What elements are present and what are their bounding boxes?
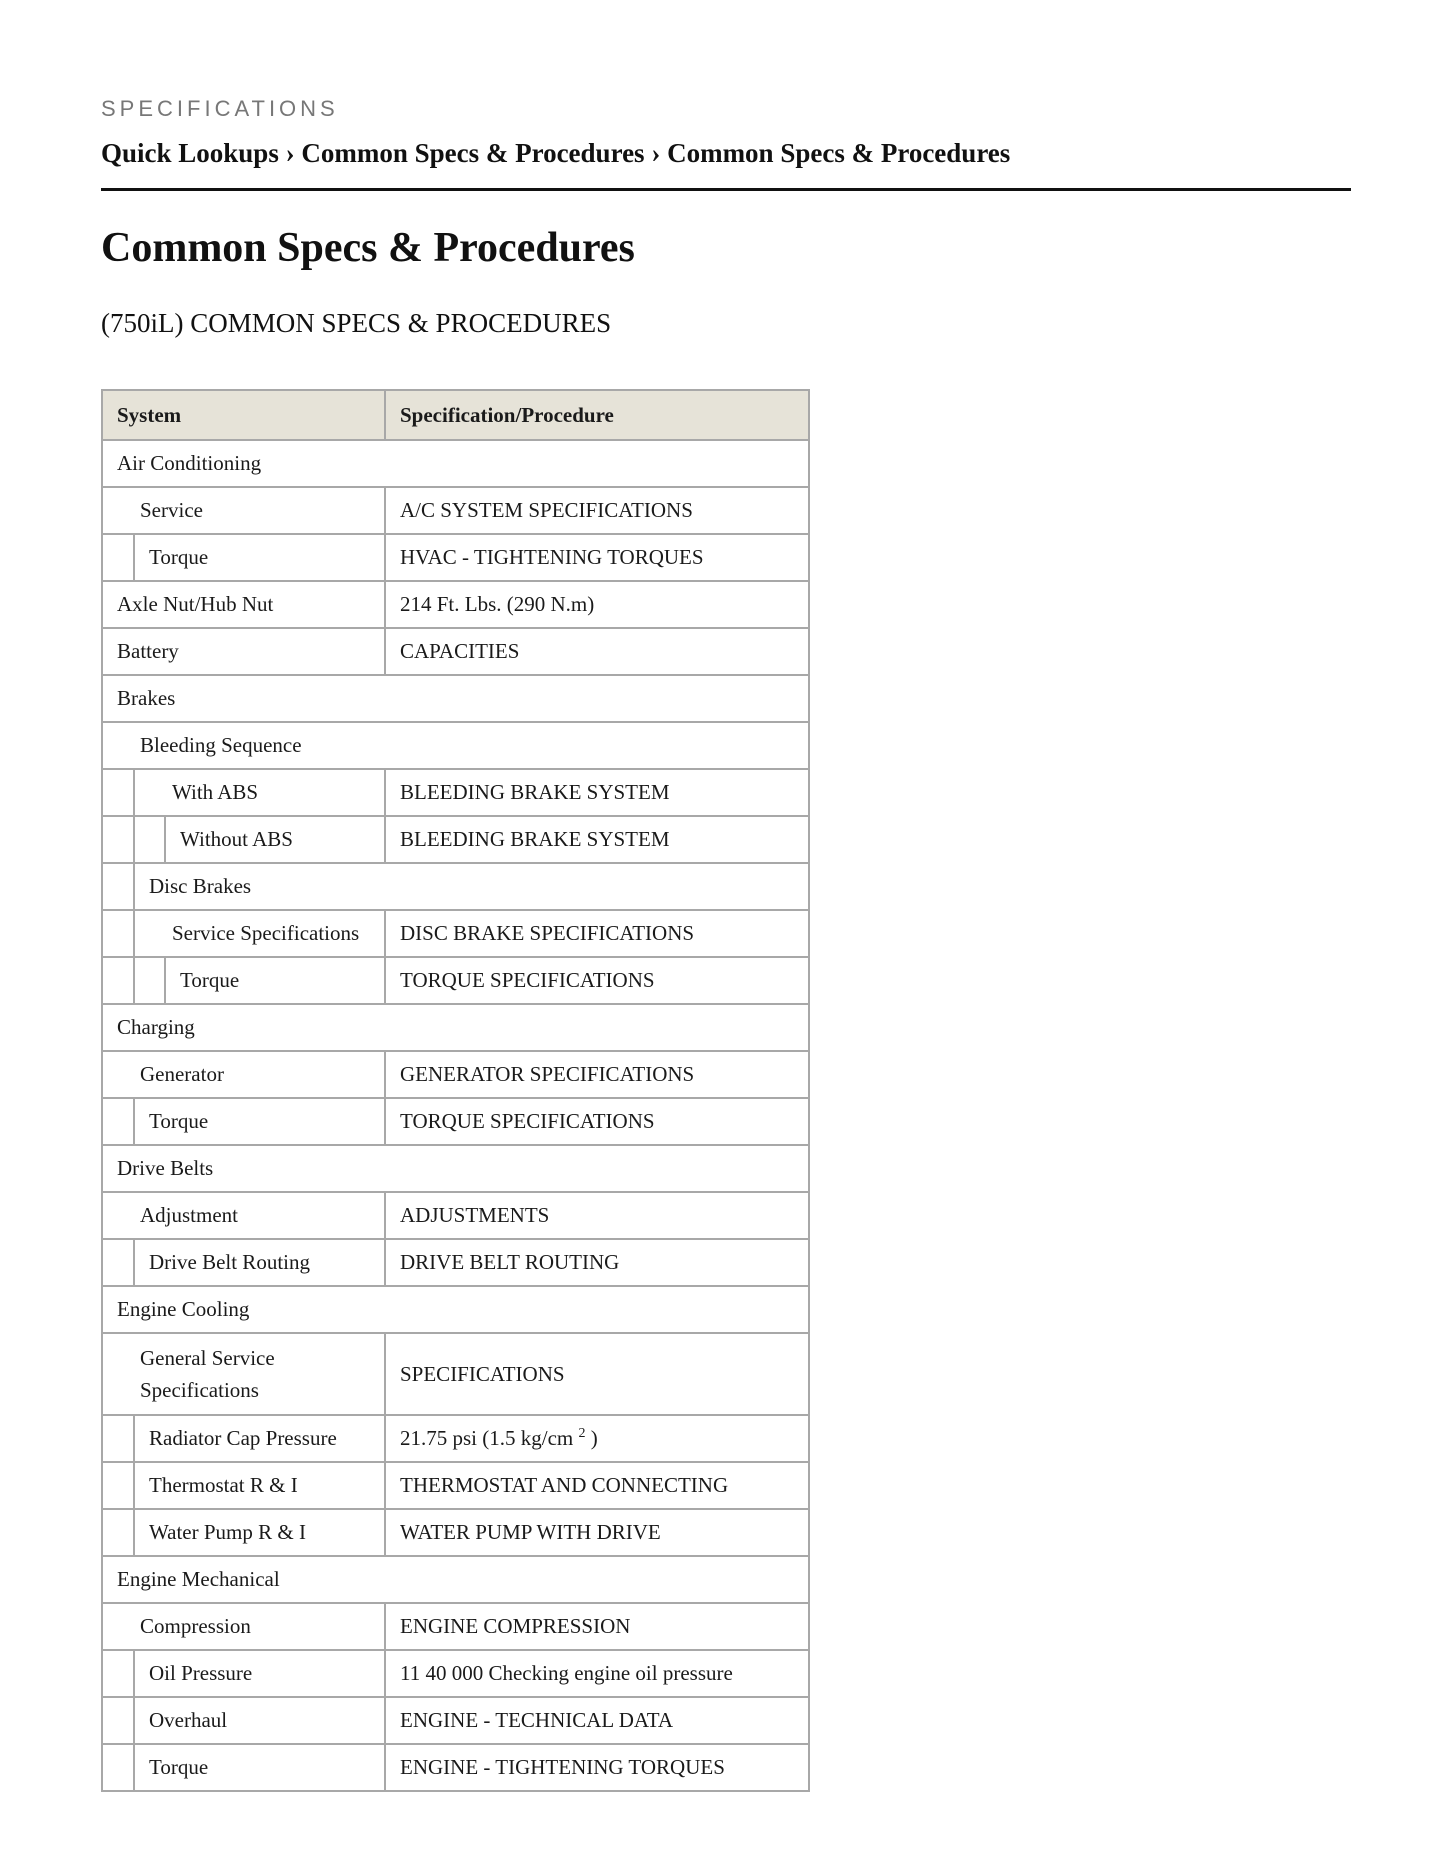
- system-cell: [102, 910, 385, 957]
- column-header-spec: Specification/Procedure: [385, 390, 809, 440]
- table-group-row: [102, 863, 809, 910]
- system-cell: [102, 1509, 385, 1556]
- indent-guide: [103, 1651, 135, 1696]
- system-cell: [102, 957, 385, 1004]
- indent-guide: [103, 1099, 135, 1144]
- system-label: Charging: [117, 1015, 195, 1039]
- table-group-row: [102, 1145, 809, 1192]
- system-cell: [102, 1192, 385, 1239]
- table-row: [102, 1744, 809, 1791]
- spec-text: A/C SYSTEM SPECIFICATIONS: [400, 498, 693, 522]
- table-group-row: [102, 1004, 809, 1051]
- system-label: Service Specifications: [172, 921, 360, 945]
- table-row: [102, 1697, 809, 1744]
- system-label: Overhaul: [149, 1708, 228, 1732]
- spec-link[interactable]: [385, 1650, 809, 1697]
- system-cell: [102, 628, 385, 675]
- system-cell: [102, 1415, 385, 1462]
- system-cell: [102, 1098, 385, 1145]
- system-label: Oil Pressure: [149, 1661, 253, 1685]
- spec-link[interactable]: [385, 487, 809, 534]
- table-row: [102, 1462, 809, 1509]
- spec-text: WATER PUMP WITH DRIVE: [400, 1520, 661, 1544]
- indent-guide: [103, 770, 135, 815]
- spec-text: THERMOSTAT AND CONNECTING: [400, 1473, 729, 1497]
- spec-link[interactable]: [385, 1744, 809, 1791]
- system-cell: [102, 769, 385, 816]
- spec-text: DRIVE BELT ROUTING: [400, 1250, 620, 1274]
- indent-guide: [103, 817, 135, 862]
- system-label: Water Pump R & I: [149, 1520, 306, 1544]
- indent-guide: [103, 535, 135, 580]
- system-label: Thermostat R & I: [149, 1473, 298, 1497]
- breadcrumb-item-common-specs[interactable]: Common Specs & Procedures: [301, 138, 645, 168]
- table-row: [102, 816, 809, 863]
- system-cell: [102, 1286, 809, 1333]
- spec-link[interactable]: [385, 628, 809, 675]
- system-cell: [102, 1462, 385, 1509]
- breadcrumb-item-current: Common Specs & Procedures: [667, 138, 1011, 168]
- table-row: [102, 1415, 809, 1462]
- spec-link[interactable]: [385, 1462, 809, 1509]
- indent-guide: [103, 1745, 135, 1790]
- table-row: [102, 1333, 809, 1415]
- table-row: [102, 769, 809, 816]
- system-cell: [102, 1650, 385, 1697]
- system-label: Torque: [149, 1109, 209, 1133]
- header-divider: [101, 188, 1351, 191]
- indent-guide: [135, 817, 166, 862]
- spec-text: GENERATOR SPECIFICATIONS: [400, 1062, 695, 1086]
- system-cell: [102, 1333, 385, 1415]
- table-row: [102, 1098, 809, 1145]
- table-group-row: [102, 722, 809, 769]
- system-cell: [102, 487, 385, 534]
- spec-link[interactable]: [385, 816, 809, 863]
- system-label: Axle Nut/Hub Nut: [117, 592, 274, 616]
- spec-text: DISC BRAKE SPECIFICATIONS: [400, 921, 695, 945]
- system-label: Bleeding Sequence: [140, 733, 302, 757]
- system-cell: [102, 1004, 809, 1051]
- spec-tail: ): [585, 1426, 598, 1450]
- table-row: [102, 1650, 809, 1697]
- spec-link[interactable]: [385, 1098, 809, 1145]
- table-row: [102, 1051, 809, 1098]
- table-row: [102, 1239, 809, 1286]
- indent-guide: [103, 1240, 135, 1285]
- system-cell: [102, 863, 809, 910]
- system-label: Engine Cooling: [117, 1297, 250, 1321]
- system-cell: [102, 1697, 385, 1744]
- table-group-row: [102, 1286, 809, 1333]
- spec-link[interactable]: [385, 1509, 809, 1556]
- indent-guide: [103, 1698, 135, 1743]
- spec-text: CAPACITIES: [400, 639, 520, 663]
- spec-superscript: 2: [578, 1426, 586, 1441]
- table-row: [102, 957, 809, 1004]
- table-group-row: [102, 440, 809, 487]
- system-cell: [102, 440, 809, 487]
- indent-guide: [103, 911, 135, 956]
- spec-text: ENGINE COMPRESSION: [400, 1614, 631, 1638]
- system-cell: [102, 1239, 385, 1286]
- spec-text: ADJUSTMENTS: [400, 1203, 550, 1227]
- system-label: Battery: [117, 639, 179, 663]
- system-cell: [102, 675, 809, 722]
- system-label: Engine Mechanical: [117, 1567, 280, 1591]
- system-cell: [102, 722, 809, 769]
- system-cell: [102, 1051, 385, 1098]
- system-cell: [102, 816, 385, 863]
- table-group-row: [102, 675, 809, 722]
- spec-text: TORQUE SPECIFICATIONS: [400, 1109, 655, 1133]
- breadcrumb-item-quick-lookups[interactable]: Quick Lookups: [101, 138, 279, 168]
- system-label: Drive Belts: [117, 1156, 214, 1180]
- spec-link[interactable]: [385, 534, 809, 581]
- indent-guide: [103, 958, 135, 1003]
- table-row: [102, 581, 809, 628]
- indent-guide: [103, 1416, 135, 1461]
- system-cell: [102, 1603, 385, 1650]
- spec-text: ENGINE - TIGHTENING TORQUES: [400, 1755, 725, 1779]
- system-cell: [102, 1744, 385, 1791]
- indent-guide: [135, 958, 166, 1003]
- system-label: Torque: [149, 545, 209, 569]
- breadcrumb-separator: ›: [644, 138, 668, 168]
- spec-link[interactable]: [385, 1192, 809, 1239]
- system-label: Without ABS: [180, 827, 293, 851]
- system-label: Air Conditioning: [117, 451, 262, 475]
- system-label: Adjustment: [140, 1203, 238, 1227]
- spec-link[interactable]: [385, 1051, 809, 1098]
- system-label: Radiator Cap Pressure: [149, 1426, 337, 1450]
- system-label: Compression: [140, 1614, 251, 1638]
- system-cell: [102, 534, 385, 581]
- table-row: [102, 1509, 809, 1556]
- spec-text: SPECIFICATIONS: [400, 1361, 565, 1386]
- spec-link[interactable]: [385, 957, 809, 1004]
- breadcrumb-separator: ›: [278, 138, 302, 168]
- table-row: [102, 534, 809, 581]
- system-label: Disc Brakes: [149, 874, 252, 898]
- table-row: [102, 628, 809, 675]
- system-label: Service: [140, 498, 203, 522]
- spec-text: 11 40 000 Checking engine oil pressure: [400, 1661, 733, 1685]
- spec-text: 214 Ft. Lbs. (290 N.m): [400, 592, 595, 616]
- indent-guide: [103, 1510, 135, 1555]
- table-row: [102, 487, 809, 534]
- spec-text: BLEEDING BRAKE SYSTEM: [400, 780, 670, 804]
- spec-text: ENGINE - TECHNICAL DATA: [400, 1708, 674, 1732]
- spec-link[interactable]: [385, 769, 809, 816]
- system-label: Brakes: [117, 686, 176, 710]
- table-row: [102, 910, 809, 957]
- system-label: Torque: [149, 1755, 209, 1779]
- page-title: Common Specs & Procedures: [101, 225, 635, 271]
- column-header-system: System: [102, 390, 385, 440]
- specs-table-body: [102, 440, 809, 1791]
- indent-guide: [103, 1463, 135, 1508]
- section-eyebrow: SPECIFICATIONS: [101, 96, 339, 121]
- table-header-row: [102, 390, 809, 440]
- specs-table: [101, 389, 810, 1792]
- spec-link[interactable]: [385, 1603, 809, 1650]
- spec-link[interactable]: [385, 581, 809, 628]
- page-subtitle: (750iL) COMMON SPECS & PROCEDURES: [101, 308, 612, 338]
- breadcrumb: [101, 138, 1010, 169]
- system-cell: [102, 1556, 809, 1603]
- spec-link[interactable]: [385, 1697, 809, 1744]
- spec-link[interactable]: [385, 1239, 809, 1286]
- system-label: Torque: [180, 968, 240, 992]
- spec-link[interactable]: [385, 1333, 809, 1415]
- system-label: General Service Specifications: [140, 1346, 275, 1402]
- table-row: [102, 1603, 809, 1650]
- spec-text: HVAC - TIGHTENING TORQUES: [400, 545, 704, 569]
- system-label: With ABS: [172, 780, 259, 804]
- system-label: Generator: [140, 1062, 224, 1086]
- indent-guide: [103, 864, 135, 909]
- system-cell: [102, 1145, 809, 1192]
- spec-link[interactable]: [385, 1415, 809, 1462]
- table-group-row: [102, 1556, 809, 1603]
- spec-text: BLEEDING BRAKE SYSTEM: [400, 827, 670, 851]
- spec-text: 21.75 psi (1.5 kg/cm: [400, 1426, 574, 1450]
- system-label: Drive Belt Routing: [149, 1250, 310, 1274]
- spec-text: TORQUE SPECIFICATIONS: [400, 968, 655, 992]
- table-row: [102, 1192, 809, 1239]
- system-cell: [102, 581, 385, 628]
- spec-link[interactable]: [385, 910, 809, 957]
